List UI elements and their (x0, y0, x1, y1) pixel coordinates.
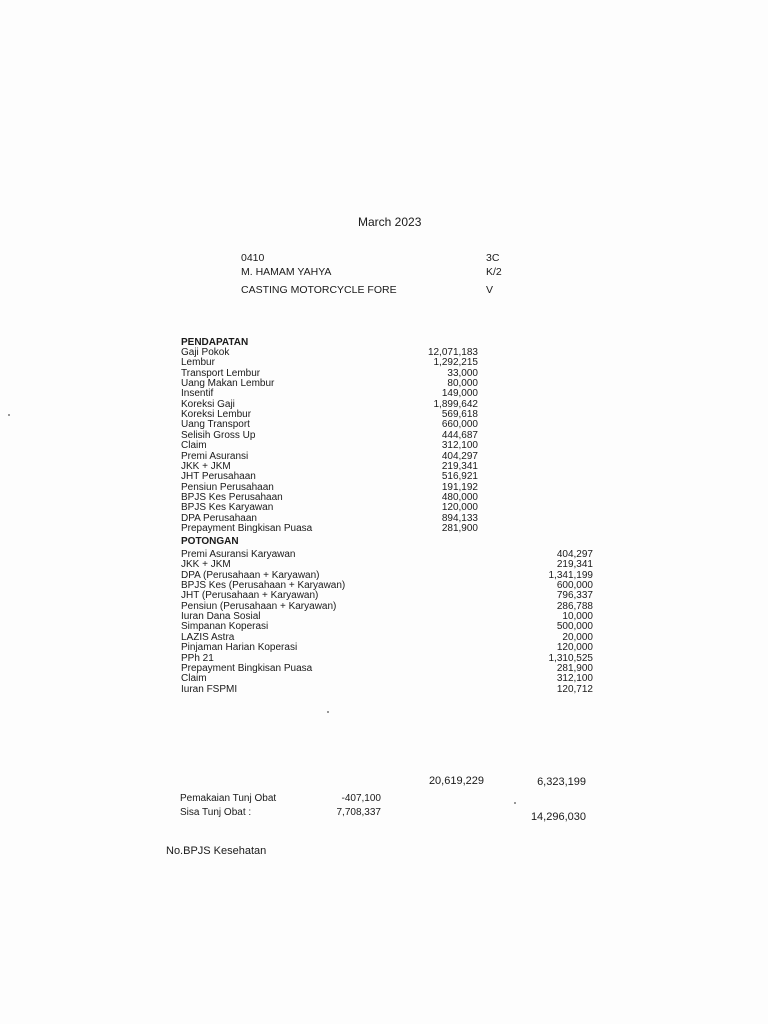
line-item-label: Koreksi Lembur (181, 409, 252, 421)
line-item-label: Gaji Pokok (181, 347, 230, 358)
line-item-label: Iuran FSPMI (181, 683, 238, 695)
line-item-value: 120,712 (556, 683, 593, 695)
line-item-value: 20,000 (562, 631, 593, 643)
line-item-label: Koreksi Gaji (181, 398, 235, 410)
line-item-value: 600,000 (556, 580, 593, 592)
line-item-value: 10,000 (562, 611, 593, 623)
line-item-label: JHT (Perusahaan + Karyawan) (181, 590, 319, 602)
line-item-value: 286,788 (556, 600, 593, 612)
line-item-label: PPh 21 (181, 652, 214, 664)
line-item (181, 622, 593, 632)
deductions-total: 6,323,199 (537, 776, 586, 788)
employee-name: M. HAMAM YAHYA (241, 266, 332, 278)
line-item-value: 312,100 (441, 440, 478, 452)
line-item-label: Pensiun Perusahaan (181, 481, 274, 493)
line-item (181, 524, 478, 534)
line-item-label: DPA Perusahaan (181, 512, 257, 524)
line-item-value: 1,899,642 (433, 398, 478, 410)
line-item-label: Premi Asuransi Karyawan (181, 549, 296, 560)
line-item-value: 480,000 (441, 491, 478, 503)
line-item-value: 660,000 (441, 419, 478, 431)
line-item-label: Insentif (181, 388, 214, 400)
line-item-label: Lembur (181, 357, 215, 369)
line-item-label: Uang Makan Lembur (181, 378, 275, 390)
tax-status: K/2 (486, 266, 502, 278)
line-item-label: Selisih Gross Up (181, 429, 256, 441)
line-item (181, 643, 593, 653)
medicine-usage-value: -407,100 (341, 793, 381, 804)
line-item (181, 550, 593, 560)
line-item-value: 404,297 (441, 450, 478, 462)
line-item-value: 1,341,199 (548, 569, 593, 581)
line-item-label: Premi Asuransi (181, 450, 249, 462)
employee-department: CASTING MOTORCYCLE FORE (241, 284, 397, 296)
medicine-remaining-label: Sisa Tunj Obat : (180, 807, 252, 818)
line-item-value: 191,192 (441, 481, 478, 493)
line-item-label: Simpanan Koperasi (181, 621, 269, 633)
employee-code: V (486, 284, 494, 296)
line-item-value: 444,687 (441, 429, 478, 441)
medicine-usage-label: Pemakaian Tunj Obat (180, 793, 277, 804)
line-item-value: 894,133 (441, 512, 478, 524)
line-item-label: Prepayment Bingkisan Puasa (181, 522, 313, 534)
line-item (181, 685, 593, 695)
line-item-label: BPJS Kes (Perusahaan + Karyawan) (181, 580, 346, 592)
line-item-label: DPA (Perusahaan + Karyawan) (181, 569, 320, 581)
line-item-value: 516,921 (441, 471, 478, 483)
line-item-value: 796,337 (556, 590, 593, 602)
income-total: 20,619,229 (428, 775, 484, 787)
line-item (181, 441, 478, 451)
line-item-label: Claim (181, 673, 207, 685)
scan-speck (514, 802, 516, 804)
line-item (181, 674, 593, 684)
bpjs-label: No.BPJS Kesehatan (166, 845, 267, 857)
line-item-label: Transport Lembur (181, 367, 261, 379)
employee-id: 0410 (241, 252, 265, 264)
line-item-value: 33,000 (447, 367, 478, 379)
line-item-value: 219,341 (556, 559, 593, 571)
line-item-value: 312,100 (556, 673, 593, 685)
line-item-value: 569,618 (441, 409, 478, 421)
line-item-value: 120,000 (556, 642, 593, 654)
line-item-label: Pinjaman Harian Koperasi (181, 642, 298, 654)
line-item-label: JKK + JKM (181, 559, 231, 571)
line-item-value: 500,000 (556, 621, 593, 633)
line-item-value: 281,900 (556, 662, 593, 674)
line-item (181, 472, 478, 482)
line-item-value: 1,310,525 (548, 652, 593, 664)
line-item-label: BPJS Kes Karyawan (181, 502, 274, 514)
period-title: March 2023 (358, 215, 422, 229)
line-item-label: BPJS Kes Perusahaan (181, 491, 283, 503)
deductions-section-title: POTONGAN (181, 536, 239, 547)
line-item-label: Iuran Dana Sosial (181, 611, 261, 623)
line-item (181, 379, 478, 389)
line-item-value: 404,297 (556, 549, 593, 560)
employee-grade: 3C (486, 252, 500, 264)
line-item-value: 12,071,183 (427, 347, 478, 358)
line-item-label: Pensiun (Perusahaan + Karyawan) (181, 600, 337, 612)
line-item (181, 664, 593, 674)
line-item-label: JHT Perusahaan (181, 471, 256, 483)
income-section-title: PENDAPATAN (181, 337, 249, 348)
line-item-value: 80,000 (447, 378, 478, 390)
net-pay: 14,296,030 (530, 811, 586, 823)
line-item-label: LAZIS Astra (181, 631, 235, 643)
line-item-value: 120,000 (441, 502, 478, 514)
scan-speck (8, 414, 10, 416)
medicine-remaining-value: 7,708,337 (336, 807, 381, 818)
line-item-value: 281,900 (441, 522, 478, 534)
line-item-label: Claim (181, 440, 207, 452)
line-item-value: 219,341 (441, 460, 478, 472)
line-item-label: Prepayment Bingkisan Puasa (181, 662, 313, 674)
line-item-label: JKK + JKM (181, 460, 231, 472)
scan-speck (327, 711, 329, 713)
line-item-value: 1,292,215 (433, 357, 478, 369)
line-item-label: Uang Transport (181, 419, 250, 431)
line-item (181, 431, 478, 441)
line-item-value: 149,000 (441, 388, 478, 400)
